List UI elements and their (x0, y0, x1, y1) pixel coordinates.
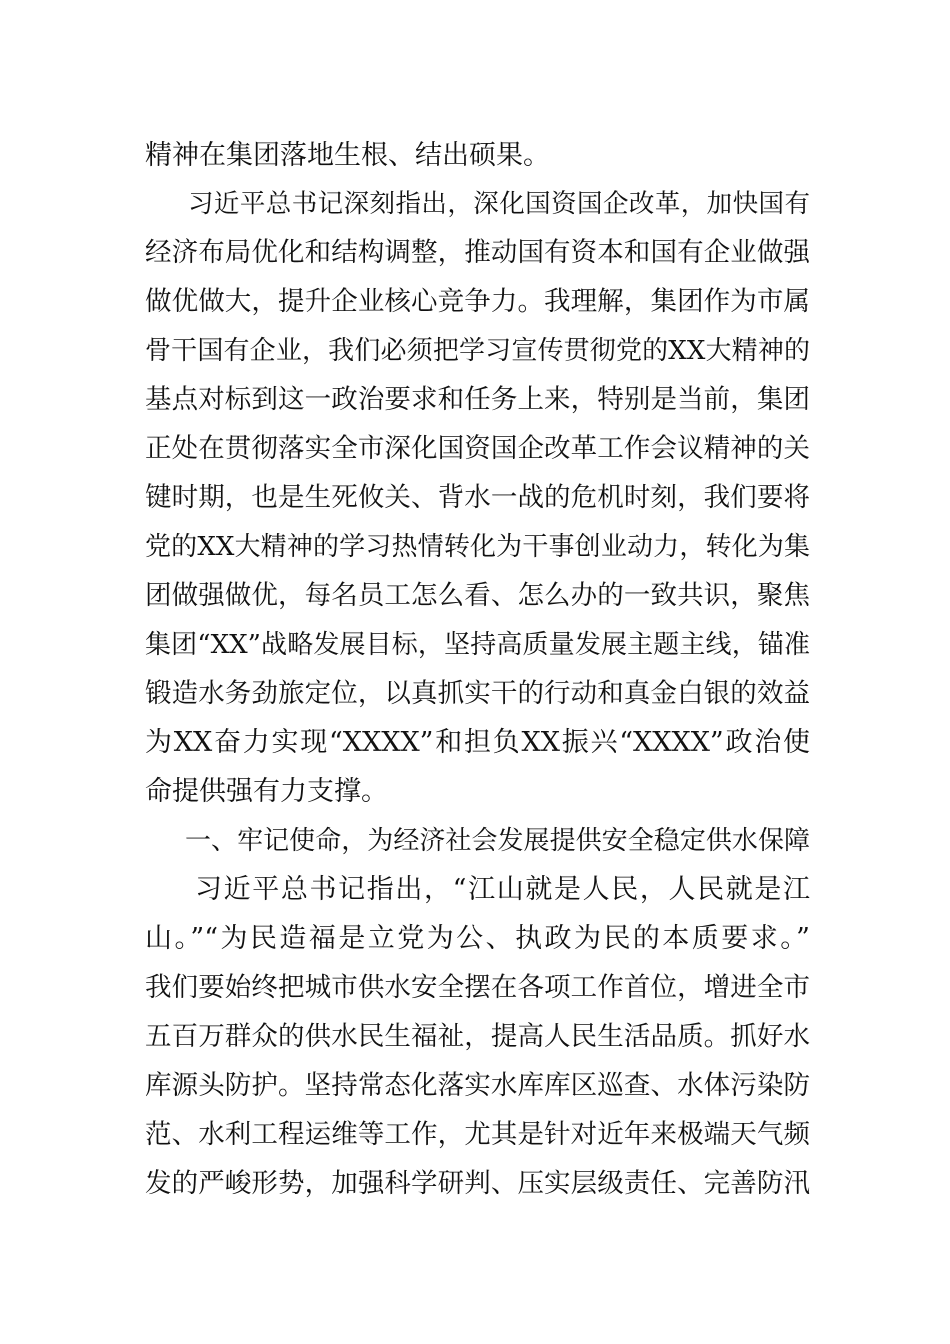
paragraph-line: 山。”“为民造福是立党为公、执政为民的本质要求。” (145, 923, 810, 954)
section-heading: 一、牢记使命，为经济社会发展提供安全稳定供水保障 (185, 826, 810, 856)
paragraph-line: 党的XX大精神的学习热情转化为干事创业动力，转化为集 (145, 532, 810, 562)
paragraph-line: 范、水利工程运维等工作，尤其是针对近年来极端天气频 (145, 1119, 810, 1150)
paragraph-line: 做优做大，提升企业核心竞争力。我理解，集团作为市属 (145, 286, 810, 317)
paragraph-line: 基点对标到这一政治要求和任务上来，特别是当前，集团 (145, 384, 810, 415)
paragraph-line: 正处在贯彻落实全市深化国资国企改革工作会议精神的关 (145, 433, 810, 464)
paragraph-line: 习近平总书记指出，“江山就是人民，人民就是江 (195, 874, 810, 905)
paragraph-line: 习近平总书记深刻指出，深化国资国企改革，加快国有 (188, 189, 810, 219)
paragraph-line: 键时期，也是生死攸关、背水一战的危机时刻，我们要将 (145, 482, 810, 513)
paragraph-line: 精神在集团落地生根、结出硕果。 (145, 140, 550, 171)
paragraph-line: 骨干国有企业，我们必须把学习宣传贯彻党的XX大精神的 (145, 336, 810, 366)
paragraph-line: 集团“XX”战略发展目标，坚持高质量发展主题主线，锚准 (145, 630, 810, 660)
paragraph-line: 发的严峻形势，加强科学研判、压实层级责任、完善防汛 (145, 1168, 810, 1199)
paragraph-line: 为XX奋力实现“XXXX”和担负XX振兴“XXXX”政治使 (145, 727, 810, 758)
paragraph-line: 库源头防护。坚持常态化落实水库库区巡查、水体污染防 (145, 1070, 810, 1101)
paragraph-line: 团做强做优，每名员工怎么看、怎么办的一致共识，聚焦 (145, 580, 810, 611)
paragraph-line: 经济布局优化和结构调整，推动国有资本和国有企业做强 (145, 237, 810, 268)
paragraph-line: 锻造水务劲旅定位，以真抓实干的行动和真金白银的效益 (145, 678, 810, 709)
paragraph-line: 命提供强有力支撑。 (145, 776, 388, 807)
paragraph-line: 我们要始终把城市供水安全摆在各项工作首位，增进全市 (145, 972, 810, 1003)
paragraph-line: 五百万群众的供水民生福祉，提高人民生活品质。抓好水 (145, 1021, 810, 1052)
